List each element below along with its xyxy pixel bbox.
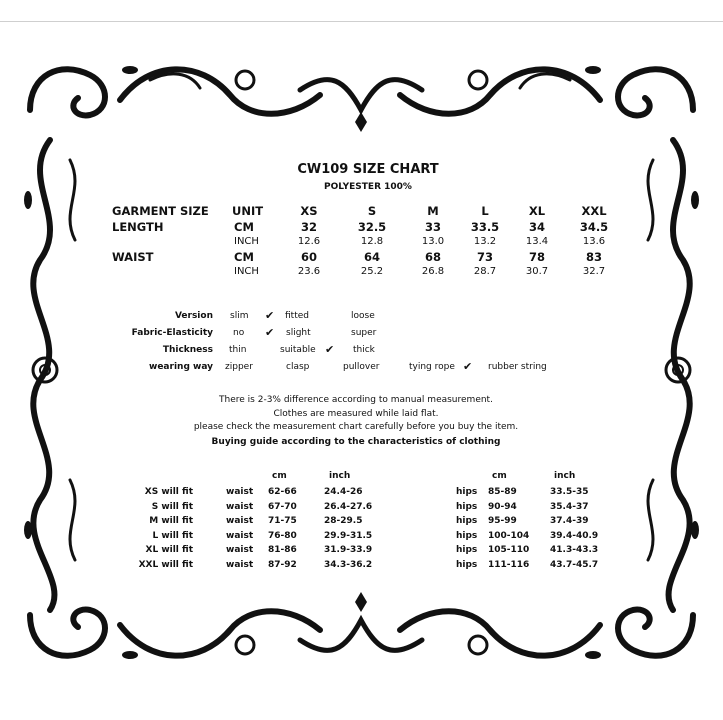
length-inch-value: 13.2 [473,236,497,247]
length-inch-value: 12.8 [360,236,384,247]
length-inch-value: 13.6 [582,236,606,247]
waist-cm-value: 60 [300,250,318,264]
wearing-option: zipper [225,362,253,372]
buying-guide-title: Buying guide according to the characteristics of clothing [211,437,501,447]
guide-hips-cm: 105-110 [488,545,530,555]
guide-hips-cm: 90-94 [488,501,517,512]
length-cm-value: 32.5 [357,220,387,234]
top-divider [0,21,723,22]
waist-cm-unit: CM [234,250,254,264]
guide-waist-label: waist [226,545,254,555]
length-inch-value: 13.4 [525,236,549,247]
elasticity-label: Fabric-Elasticity [131,328,213,338]
guide-hips-cm: 95-99 [488,516,517,526]
guide-waist-label: waist [226,501,254,512]
size-header: M [427,204,439,218]
guide-hips-cm: 85-89 [488,487,517,497]
guide-waist-label: waist [226,559,254,570]
version-option: loose [351,311,375,321]
thickness-option: thin [229,345,247,355]
guide-hips-label: hips [456,501,478,512]
waist-cm-header: cm [272,471,287,481]
length-cm-value: 32 [300,220,318,234]
waist-cm-value: 78 [528,250,546,264]
guide-waist-inch: 24.4-26 [324,487,363,497]
guide-waist-inch: 28-29.5 [324,516,363,526]
chart-subtitle: POLYESTER 100% [324,182,412,192]
guide-waist-inch: 26.4-27.6 [324,501,373,512]
guide-fit: L will fit [152,530,193,541]
hips-inch-header: inch [554,471,576,481]
waist-inch-value: 25.2 [360,266,384,277]
guide-fit: XXL will fit [138,559,193,570]
size-header: XL [528,204,546,218]
guide-fit: S will fit [151,501,193,512]
size-header: S [367,204,377,218]
elasticity-option: no [233,328,245,338]
guide-hips-label: hips [456,530,478,541]
note-line: please check the measurement chart carefully before you buy the item. [193,422,519,432]
guide-hips-inch: 33.5-35 [550,487,589,497]
guide-waist-label: waist [226,487,254,497]
version-option: fitted [285,311,309,321]
elasticity-option: super [351,328,377,338]
size-header: XS [300,204,318,218]
note-line: Clothes are measured while laid flat. [273,409,439,419]
length-cm-value: 33 [424,220,442,234]
wearing-option: tying rope [409,362,455,372]
guide-waist-cm: 87-92 [268,559,297,570]
length-cm-unit: CM [234,220,254,234]
guide-hips-inch: 35.4-37 [550,501,589,512]
wearing-option: clasp [286,362,310,372]
guide-waist-inch: 34.3-36.2 [324,559,373,570]
guide-hips-label: hips [456,487,478,497]
length-label: LENGTH [112,220,164,234]
waist-inch-value: 23.6 [297,266,321,277]
waist-inch-value: 28.7 [473,266,497,277]
guide-hips-inch: 39.4-40.9 [550,530,599,541]
waist-inch-value: 26.8 [421,266,445,277]
size-header: XXL [581,204,607,218]
note-line: There is 2-3% difference according to manual measurement. [219,395,493,405]
guide-waist-cm: 67-70 [268,501,297,512]
check-icon: ✔ [265,326,275,339]
unit-label: UNIT [232,204,264,218]
guide-hips-inch: 37.4-39 [550,516,589,526]
thickness-option: suitable [280,345,316,355]
guide-fit: XL will fit [145,545,193,555]
guide-waist-label: waist [226,530,254,541]
length-cm-value: 34 [528,220,546,234]
thickness-label: Thickness [162,345,213,355]
garment-size-label: GARMENT SIZE [112,204,209,218]
length-cm-value: 33.5 [470,220,500,234]
guide-waist-cm: 76-80 [268,530,297,541]
length-inch-value: 12.6 [297,236,321,247]
waist-cm-value: 64 [363,250,381,264]
check-icon: ✔ [325,343,335,356]
length-inch-value: 13.0 [421,236,445,247]
guide-waist-cm: 71-75 [268,516,297,526]
wearing-way-label: wearing way [149,362,213,372]
guide-hips-inch: 41.3-43.3 [550,545,599,555]
waist-inch-value: 30.7 [525,266,549,277]
guide-hips-label: hips [456,516,478,526]
version-option: slim [230,311,249,321]
guide-fit: XS will fit [144,487,193,497]
guide-hips-inch: 43.7-45.7 [550,559,599,570]
length-inch-unit: INCH [234,236,259,247]
waist-cm-value: 73 [476,250,494,264]
waist-inch-unit: INCH [234,266,259,277]
guide-hips-cm: 111-116 [488,559,530,570]
waist-inch-value: 32.7 [582,266,606,277]
check-icon: ✔ [265,309,275,322]
guide-waist-inch: 29.9-31.5 [324,530,373,541]
waist-label: WAIST [112,250,154,264]
elasticity-option: slight [286,328,311,338]
waist-inch-header: inch [329,471,351,481]
waist-cm-value: 83 [585,250,603,264]
guide-hips-label: hips [456,545,478,555]
length-cm-value: 34.5 [579,220,609,234]
size-header: L [481,204,489,218]
guide-waist-cm: 62-66 [268,487,297,497]
check-icon: ✔ [463,360,473,373]
guide-waist-inch: 31.9-33.9 [324,545,373,555]
version-label: Version [174,311,213,321]
thickness-option: thick [353,345,375,355]
wearing-option: pullover [343,362,380,372]
waist-cm-value: 68 [424,250,442,264]
chart-title: CW109 SIZE CHART [297,162,439,177]
hips-cm-header: cm [492,471,507,481]
guide-waist-label: waist [226,516,254,526]
guide-waist-cm: 81-86 [268,545,297,555]
guide-hips-cm: 100-104 [488,530,530,541]
guide-fit: M will fit [149,516,193,526]
wearing-option: rubber string [488,362,547,372]
guide-hips-label: hips [456,559,478,570]
